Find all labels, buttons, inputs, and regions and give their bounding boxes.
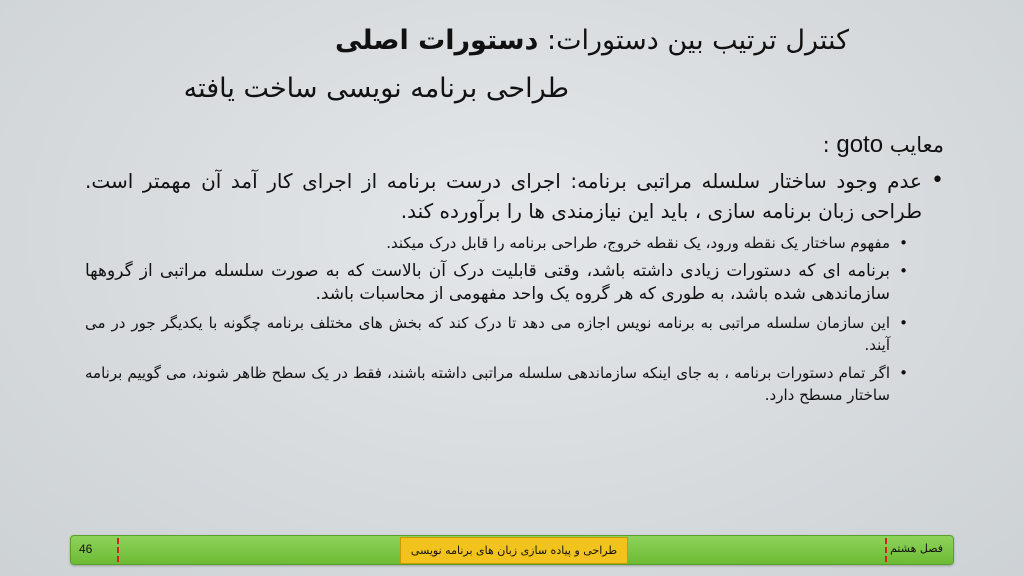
bullet-text: عدم وجود ساختار سلسله مراتبی برنامه: اجرای درست برنامه از اجرای کار آمد آن مهمتر است. طراحی زبان برنامه سازی ، باید این نیازمندی ها را برآورده کند.: [85, 169, 922, 223]
sub-bullet-item: • این سازمان سلسله مراتبی به برنامه نویس اجازه می دهد تا درک کند که بخش های مختلف برنامه چگونه با یکدیگر جور در می آیند.: [85, 312, 908, 356]
sub-bullet-item: • مفهوم ساختار یک نقطه ورود، یک نقطه خروج، طراحی برنامه را قابل درک میکند.: [85, 232, 908, 254]
subheading: [85, 128, 944, 162]
footer-separator-left: [117, 538, 119, 562]
title-bold: دستورات اصلی: [335, 25, 539, 56]
slide-title-line1: [149, 22, 849, 60]
bullet-list: [85, 166, 944, 406]
bullet-item: [85, 166, 944, 406]
slide-content: [85, 128, 944, 412]
subheading-suffix: :: [822, 133, 830, 157]
sub-bullet-item: • اگر تمام دستورات برنامه ، به جای اینکه سازماندهی سلسله مراتبی داشته باشند، فقط در یک سطح ظاهر شوند، می گوییم برنامه ساختار مسطح دارد.: [85, 362, 908, 406]
subheading-label: معایب: [889, 133, 944, 157]
sub-bullet-item: • برنامه ای که دستورات زیادی داشته باشد، وقتی قابلیت درک آن بالاست که به صورت سلسله مراتبی از گروهها سازماندهی شده باشد، به طوری که هر گروه یک واحد مفهومی از محاسبات باشد.: [85, 260, 908, 306]
footer-separator-right: [885, 538, 887, 562]
footer-center-label: طراحی و پیاده سازی زبان های برنامه نویسی: [400, 537, 628, 564]
footer-bar: [70, 535, 954, 565]
page-number: 46: [79, 542, 93, 556]
chapter-label: فصل هشتم: [890, 542, 943, 555]
sub-bullet-list: [85, 232, 922, 406]
slide-title-line2: طراحی برنامه نویسی ساخت یافته: [183, 73, 569, 104]
title-regular: کنترل ترتیب بین دستورات:: [546, 25, 849, 56]
subheading-keyword: goto: [836, 131, 884, 158]
